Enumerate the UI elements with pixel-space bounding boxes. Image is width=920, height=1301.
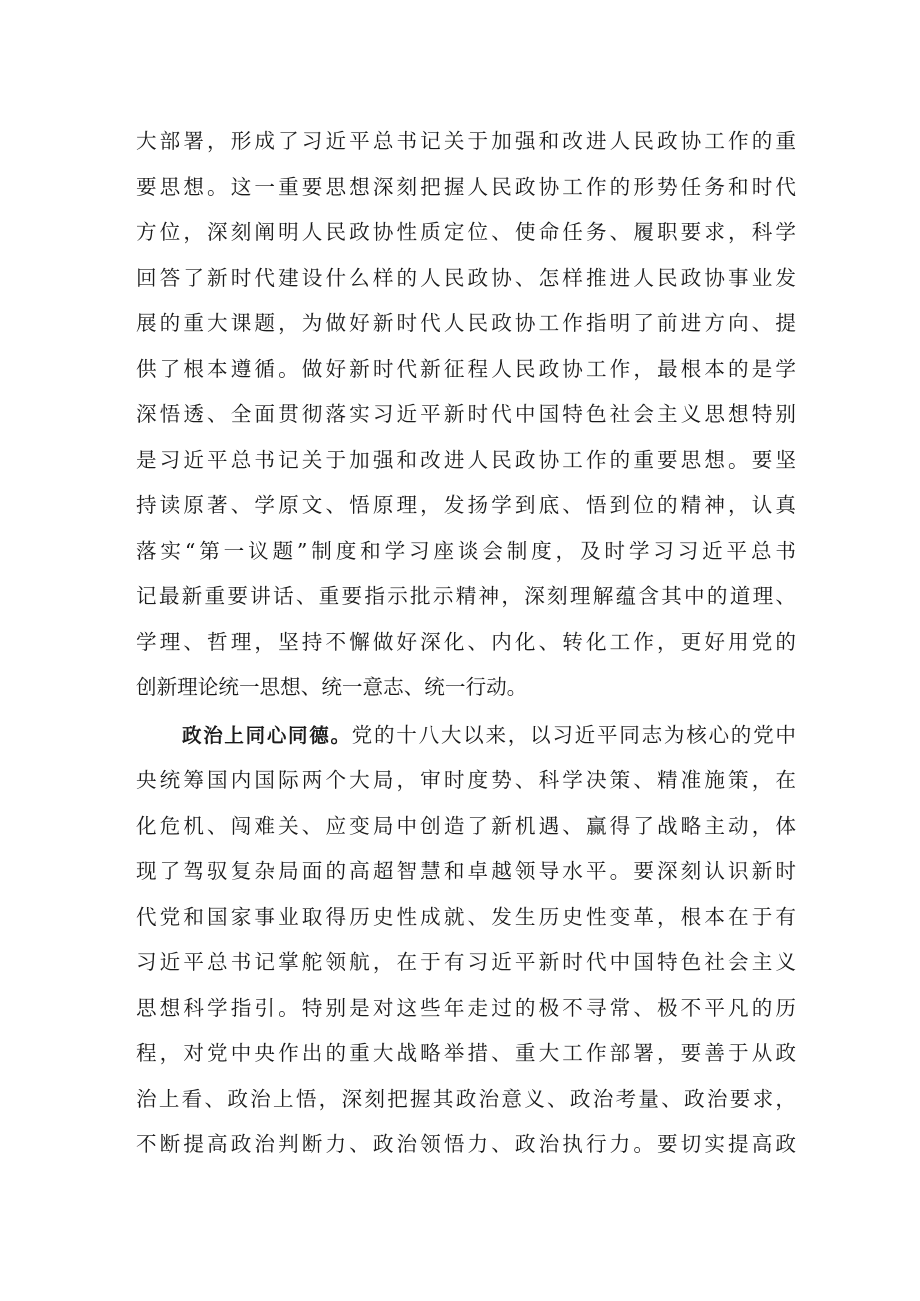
text-line: 持读原著、学原文、悟原理，发扬学到底、悟到位的精神，认真 (136, 493, 796, 517)
text-line: 深悟透、全面贯彻落实习近平新时代中国特色社会主义思想特别 (136, 402, 796, 426)
text-line: 展的重大课题，为做好新时代人民政协工作指明了前进方向、提 (136, 311, 796, 335)
text-line: 方位，深刻阐明人民政协性质定位、使命任务、履职要求，科学 (136, 220, 796, 244)
text-line: 代党和国家事业取得历史性成就、发生历史性变革，根本在于有 (136, 904, 796, 929)
section-lead-heading: 政治上同心同德。 (182, 723, 352, 747)
paragraph-first-line (136, 713, 796, 759)
text-line: 央统筹国内国际两个大局，审时度势、科学决策、精准施策，在 (136, 768, 796, 792)
text-line: 思想科学指引。特别是对这些年走过的极不寻常、极不平凡的历 (136, 995, 796, 1020)
text-line: 习近平总书记掌舵领航，在于有习近平新时代中国特色社会主义 (136, 950, 796, 974)
document-page (136, 119, 796, 1168)
text-line: 治上看、政治上悟，深刻把握其政治意义、政治考量、政治要求， (136, 1086, 796, 1111)
text-line: 化危机、闯难关、应变局中创造了新机遇、赢得了战略主动，体 (136, 813, 796, 838)
text-line: 程，对党中央作出的重大战略举措、重大工作部署，要善于从政 (136, 1041, 796, 1065)
text-line: 要思想。这一重要思想深刻把握人民政协工作的形势任务和时代 (136, 174, 796, 199)
first-line-text: 党的十八大以来，以习近平同志为核心的党中 (351, 722, 796, 747)
text-line: 回答了新时代建设什么样的人民政协、怎样推进人民政协事业发 (136, 265, 796, 290)
text-line: 不断提高政治判断力、政治领悟力、政治执行力。要切实提高政 (136, 1132, 796, 1156)
text-line: 供了根本遵循。做好新时代新征程人民政协工作，最根本的是学 (136, 356, 796, 381)
text-line: 落实“第一议题”制度和学习座谈会制度，及时学习习近平总书 (136, 538, 796, 563)
paragraph-2 (136, 713, 796, 1168)
text-line: 创新理论统一思想、统一意志、统一行动。 (136, 675, 528, 699)
text-line: 大部署，形成了习近平总书记关于加强和改进人民政协工作的重 (136, 129, 796, 153)
text-line: 是习近平总书记关于加强和改进人民政协工作的重要思想。要坚 (136, 447, 796, 472)
text-line: 学理、哲理，坚持不懈做好深化、内化、转化工作，更好用党的 (136, 629, 796, 654)
text-line: 现了驾驭复杂局面的高超智慧和卓越领导水平。要深刻认识新时 (136, 859, 796, 883)
text-line: 记最新重要讲话、重要指示批示精神，深刻理解蕴含其中的道理、 (136, 584, 796, 608)
paragraph-1 (136, 119, 796, 711)
